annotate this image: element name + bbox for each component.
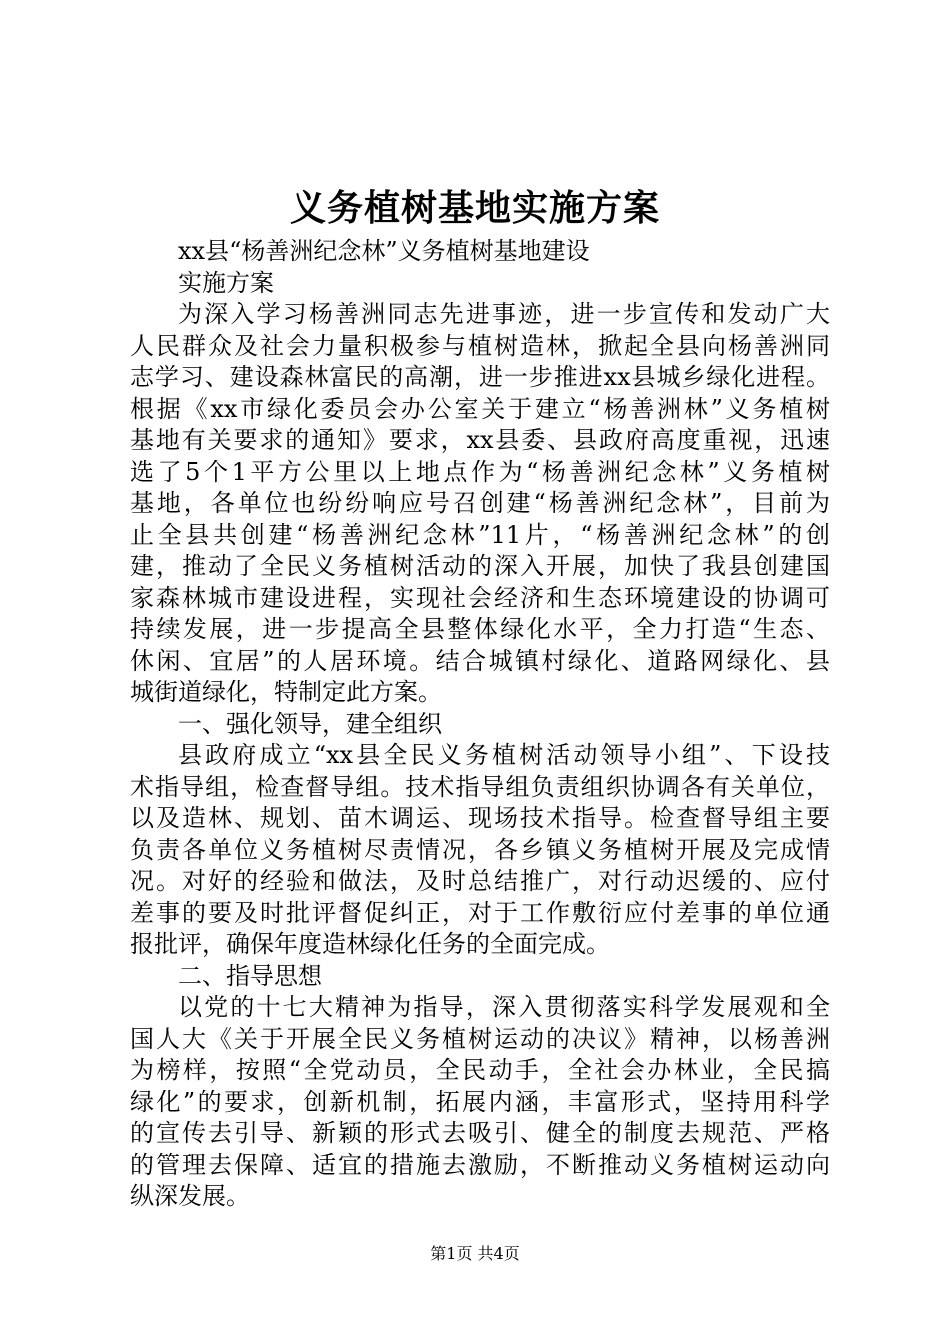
document-title: 义务植树基地实施方案 bbox=[289, 187, 660, 229]
text-line: 负责各单位义务植树尽责情况，各乡镇义务植树开展及完成情 bbox=[130, 835, 830, 864]
text-line: 为榜样，按照“全党动员，全民动手，全社会办林业，全民搞 bbox=[130, 1056, 830, 1084]
text-line: 差事的要及时批评督促纠正，对于工作敷衍应付差事的单位通 bbox=[130, 898, 830, 927]
text-line: 基地有关要求的通知》要求，xx县委、县政府高度重视，迅速 bbox=[130, 426, 830, 454]
text-line: 人民群众及社会力量积极参与植树造林，掀起全县向杨善洲同 bbox=[130, 331, 830, 360]
text-line: 二、指导思想 bbox=[178, 961, 322, 990]
text-line: 纵深发展。 bbox=[130, 1182, 250, 1210]
text-line: 建，推动了全民义务植树活动的深入开展，加快了我县创建国 bbox=[130, 552, 830, 580]
text-line: 为深入学习杨善洲同志先进事迹，进一步宣传和发动广大 bbox=[178, 300, 830, 328]
text-line: 城街道绿化，特制定此方案。 bbox=[130, 678, 442, 706]
text-line: 以党的十七大精神为指导，深入贯彻落实科学发展观和全 bbox=[178, 993, 830, 1021]
text-line: 术指导组，检查督导组。技术指导组负责组织协调各有关单位， bbox=[130, 772, 830, 801]
text-line: 绿化”的要求，创新机制，拓展内涵，丰富形式，坚持用科学 bbox=[130, 1087, 830, 1116]
page-footer: 第1页 共4页 bbox=[430, 1244, 520, 1263]
text-line: 实施方案 bbox=[178, 268, 274, 297]
text-line: 持续发展，进一步提高全县整体绿化水平，全力打造“生态、 bbox=[130, 615, 830, 643]
text-line: 的宣传去引导、新颖的形式去吸引、健全的制度去规范、严格 bbox=[130, 1119, 830, 1147]
text-line: 选了5个1平方公里以上地点作为“杨善洲纪念林”义务植树 bbox=[130, 457, 830, 486]
text-line: 家森林城市建设进程，实现社会经济和生态环境建设的协调可 bbox=[130, 583, 830, 612]
text-line: 根据《xx市绿化委员会办公室关于建立“杨善洲林”义务植树 bbox=[130, 394, 830, 423]
text-line: 况。对好的经验和做法，及时总结推广，对行动迟缓的、应付 bbox=[130, 867, 830, 895]
text-line: 一、强化领导，建全组织 bbox=[178, 709, 442, 738]
document-body bbox=[130, 236, 830, 1213]
text-line: xx县“杨善洲纪念林”义务植树基地建设 bbox=[178, 237, 590, 265]
text-line: 的管理去保障、适宜的措施去激励，不断推动义务植树运动向 bbox=[130, 1150, 830, 1179]
text-line: 县政府成立“xx县全民义务植树活动领导小组”、下设技 bbox=[178, 741, 830, 769]
text-line: 报批评，确保年度造林绿化任务的全面完成。 bbox=[130, 930, 610, 958]
text-line: 志学习、建设森林富民的高潮，进一步推进xx县城乡绿化进程。 bbox=[130, 363, 830, 391]
text-line: 止全县共创建“杨善洲纪念林”11片，“杨善洲纪念林”的创 bbox=[130, 520, 830, 549]
text-line: 基地，各单位也纷纷响应号召创建“杨善洲纪念林”，目前为 bbox=[130, 489, 830, 517]
text-line: 以及造林、规划、苗木调运、现场技术指导。检查督导组主要 bbox=[130, 804, 830, 832]
text-line: 国人大《关于开展全民义务植树运动的决议》精神，以杨善洲 bbox=[130, 1024, 830, 1053]
text-line: 休闲、宜居”的人居环境。结合城镇村绿化、道路网绿化、县 bbox=[130, 646, 830, 675]
